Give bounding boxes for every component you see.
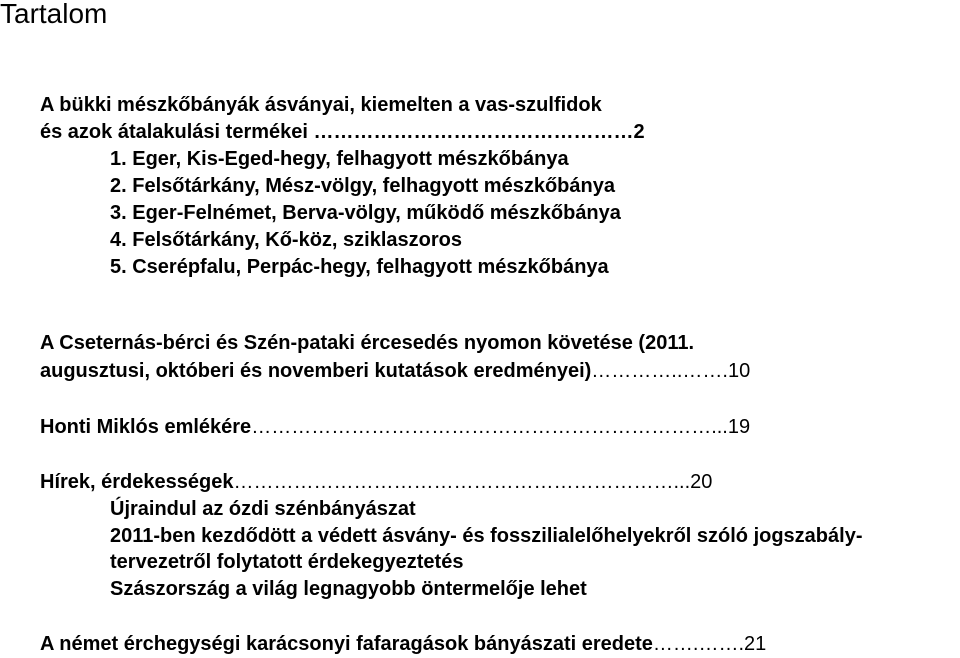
toc-entry-text: Honti Miklós emlékére — [40, 416, 252, 438]
toc-subitem: tervezetről folytatott érdekegyeztetés — [110, 551, 464, 573]
toc-entry[interactable] — [40, 631, 766, 657]
toc-page-number: 21 — [744, 633, 767, 655]
page-title: Tartalom — [0, 0, 108, 29]
toc-entry[interactable] — [40, 469, 712, 495]
toc-page-number: 20 — [690, 471, 713, 493]
toc-entry-title-line[interactable]: és azok átalakulási termékei …………………………………………2 — [40, 121, 645, 143]
toc-leader-dots: ……………………………………………………………... — [251, 416, 728, 438]
toc-subitem: 3. Eger-Felnémet, Berva-völgy, működő mészkőbánya — [110, 202, 621, 224]
toc-subitem: 5. Cserépfalu, Perpác-hegy, felhagyott mészkőbánya — [110, 256, 609, 278]
toc-entry-title-line[interactable] — [40, 358, 750, 384]
toc-leader-dots: …………………………………………………………... — [233, 471, 691, 493]
toc-subitem: Újraindul az ózdi szénbányászat — [110, 498, 416, 520]
toc-page-number: 10 — [727, 360, 751, 382]
toc-entry-text: A német érchegységi karácsonyi fafaragások bányászati eredete — [40, 633, 653, 655]
toc-entry[interactable] — [40, 414, 750, 440]
toc-subitem: 2011-ben kezdődött a védett ásvány- és fosszilialelőhelyekről szóló jogszabály- — [110, 525, 863, 547]
toc-leader-dots: …………..……. — [591, 360, 728, 382]
toc-entry-text: augusztusi, októberi és novemberi kutatások eredményei) — [40, 360, 592, 382]
toc-subitem: Szászország a világ legnagyobb öntermelője lehet — [110, 578, 587, 600]
toc-subitem: 4. Felsőtárkány, Kő-köz, sziklaszoros — [110, 229, 462, 251]
toc-leader-dots: …….……. — [652, 633, 745, 655]
toc-subitem: 1. Eger, Kis-Eged-hegy, felhagyott mészkőbánya — [110, 148, 569, 170]
toc-subitem: 2. Felsőtárkány, Mész-völgy, felhagyott mészkőbánya — [110, 175, 615, 197]
toc-page-number: 19 — [727, 416, 751, 438]
toc-entry-title-line: A Cseternás-bérci és Szén-pataki ércesedés nyomon követése (2011. — [40, 332, 695, 354]
toc-entry-text: Hírek, érdekességek — [40, 471, 234, 493]
toc-entry-title-line: A bükki mészkőbányák ásványai, kiemelten a vas-szulfidok — [40, 94, 602, 116]
